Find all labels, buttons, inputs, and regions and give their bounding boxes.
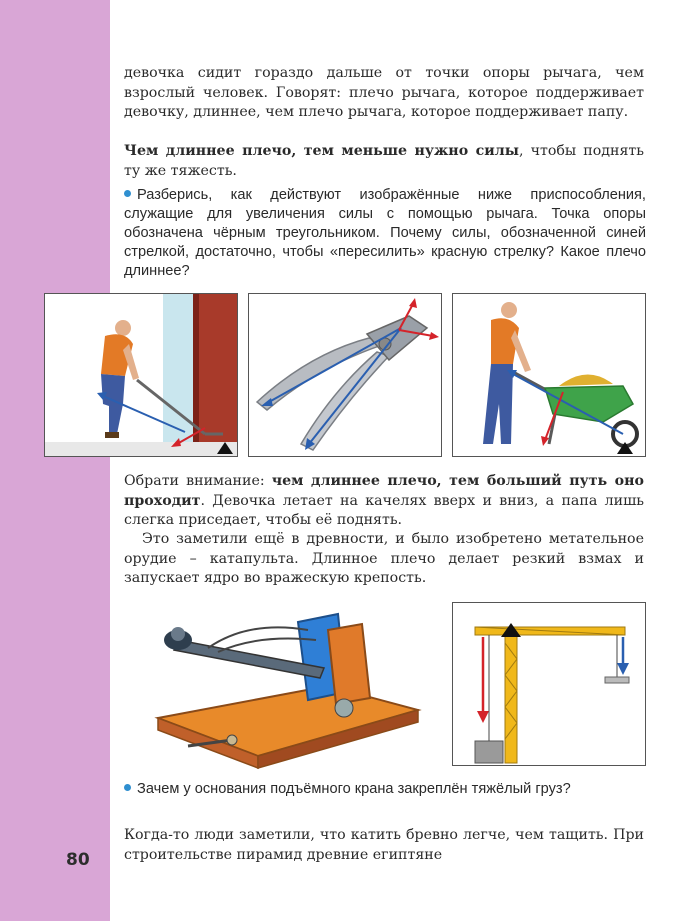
question-levers-text: Разберись, как действуют изображённые ниже приспособления, служащие для увеличения силы с помощью рычага. Точка опоры обозначена чёрным треугольником. Почему силы, обозначенной синей стрелкой, достаточно, чтобы «пересилить» красную стрелку? Какое плечо длиннее?: [124, 187, 646, 279]
question-levers: [124, 186, 646, 281]
question-crane: [124, 780, 646, 799]
crowbar-illustration: [44, 293, 238, 457]
paragraph-catapult: Это заметили ещё в древности, и было изобретено метательное орудие – катапульта. Длинное плечо делает резкий взмах и запускает ядро во вражескую крепость.: [124, 531, 644, 586]
arm-path-rest: . Девочка летает на качелях вверх и вниз, а папа лишь слегка приседает, чтобы её поднять.: [124, 492, 644, 528]
pliers-illustration: [248, 293, 442, 457]
rule-rest-text: , чтобы поднять ту же тяжесть.: [124, 143, 644, 179]
paragraph-rule-force: [124, 142, 644, 181]
page-number: 80: [66, 850, 90, 870]
paragraph-lever-arms: девочка сидит гораздо дальше от точки опоры рычага, чем взрослый человек. Говорят: плечо рычага, которое поддерживает девочку, длиннее, чем плечо рычага, которое поддерживает папу.: [124, 65, 644, 120]
page-margin-strip: [0, 0, 110, 921]
crane-illustration: [452, 602, 646, 766]
wheelbarrow-illustration: [452, 293, 646, 457]
arm-path-lead: Обрати внимание:: [124, 473, 272, 489]
arm-path-bold: чем длиннее плечо, тем больший путь оно проходит: [124, 473, 644, 509]
question-crane-bullet-icon: [124, 784, 131, 791]
catapult-illustration: [148, 600, 426, 776]
paragraph-logs: Когда-то люди заметили, что катить бревно легче, чем тащить. При строительстве пирамид древние египтяне: [124, 827, 644, 863]
paragraph-arm-path: [124, 472, 644, 531]
question-crane-text: Зачем у основания подъёмного крана закреплён тяжёлый груз?: [137, 781, 571, 797]
question-bullet-icon: [124, 190, 131, 197]
rule-bold-text: Чем длиннее плечо, тем меньше нужно силы: [124, 143, 520, 159]
